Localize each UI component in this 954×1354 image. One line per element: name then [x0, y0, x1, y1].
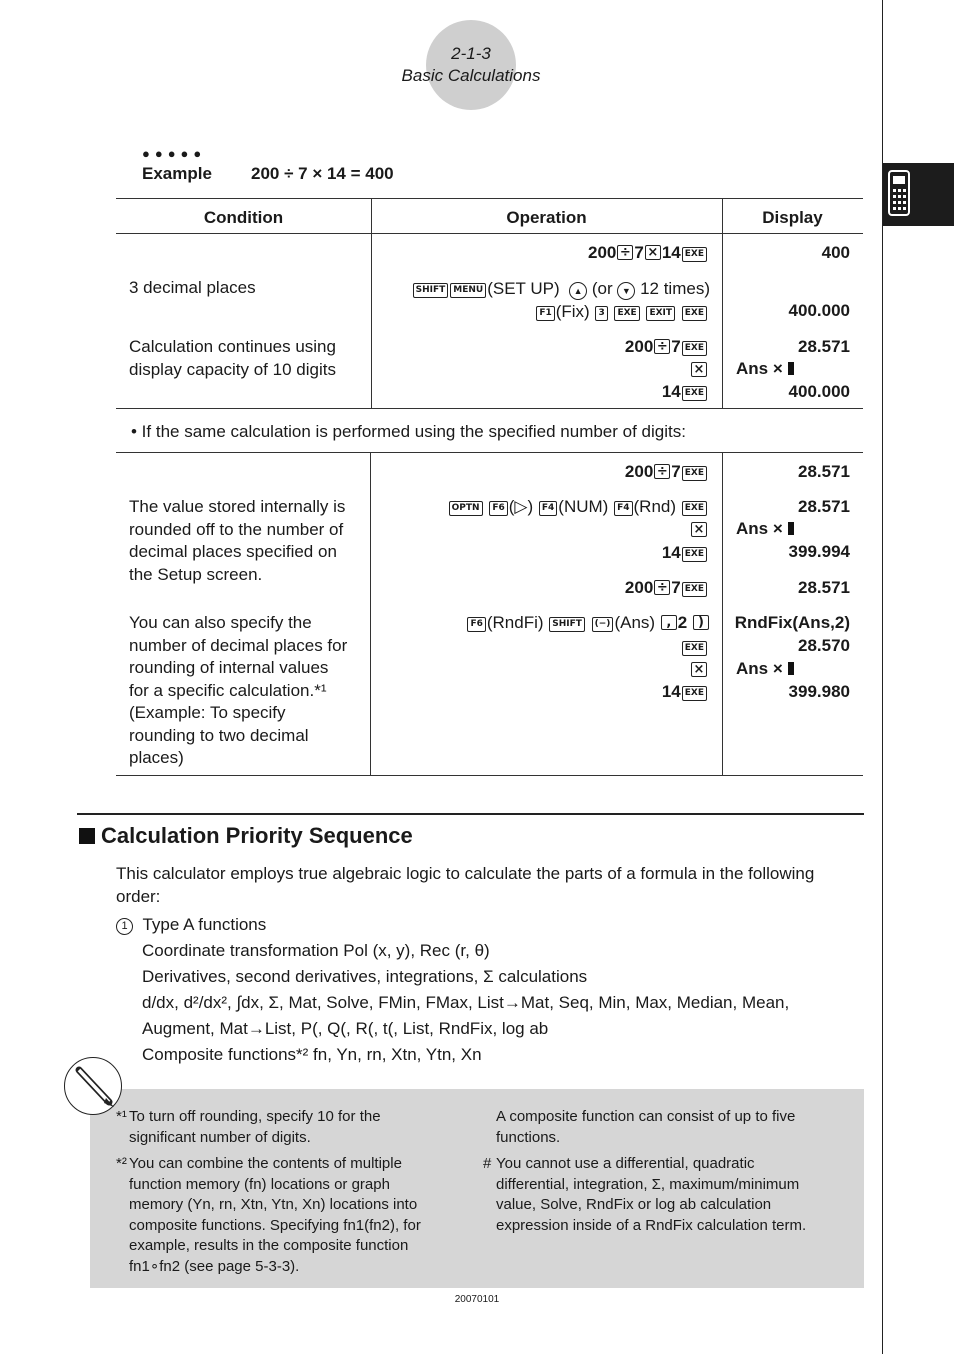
table2-col-divider — [722, 452, 723, 775]
operation-line: 200 ÷ 7 EXE — [380, 461, 708, 484]
divide-key: ÷ — [617, 245, 633, 260]
divide-key: ÷ — [654, 464, 670, 479]
display-value: 399.994 — [788, 542, 850, 561]
exe-key: EXE — [682, 582, 707, 597]
multiply-key: × — [691, 362, 707, 377]
display-value: Ans × — [736, 658, 856, 681]
exe-key: EXE — [682, 547, 707, 562]
menu-key: MENU — [450, 283, 486, 298]
operation-line: 14 EXE — [380, 542, 708, 565]
table2-col-divider — [370, 452, 371, 775]
section-rule — [77, 813, 864, 815]
operation-line: 200 ÷ 7 EXE — [380, 336, 708, 359]
table1-bottom-rule — [116, 408, 863, 409]
section-intro: This calculator employs true algebraic logic to calculate the parts of a formula in the following order: — [116, 864, 815, 906]
table2-bottom-rule — [116, 775, 863, 776]
display-value: 28.571 — [798, 497, 850, 516]
header-circle — [426, 20, 516, 110]
display-value: 28.571 — [798, 578, 850, 597]
operation-line — [380, 359, 708, 382]
shift-key: SHIFT — [413, 283, 449, 298]
note-line: • If the same calculation is performed using the specified number of digits: — [131, 422, 686, 441]
square-bullet-icon — [79, 828, 95, 844]
exit-key: EXIT — [646, 306, 675, 321]
operation-line: 200 ÷ 7 EXE — [380, 577, 708, 600]
priority-line: d/dx, d²/dx², ∫dx, Σ, Mat, Solve, FMin, FMax, List→Mat, Seq, Min, Max, Median, Mean, — [142, 993, 790, 1012]
f6-key: F6 — [467, 617, 485, 632]
table1-col-divider — [722, 198, 723, 408]
example-dots: ●●●●● — [142, 146, 207, 161]
display-value: 400 — [821, 243, 850, 262]
footnote-1: To turn off rounding, specify 10 for the significant number of digits. — [129, 1108, 381, 1146]
f4-key: F4 — [614, 501, 632, 516]
section-title: Calculation Priority Sequence — [79, 823, 413, 849]
exe-key: EXE — [614, 306, 639, 321]
operation-line: 14 EXE — [380, 381, 708, 404]
header-display: Display — [762, 208, 823, 227]
display-value: 399.980 — [788, 682, 850, 701]
priority-line: Augment, Mat→List, P(, Q(, R(, t(, List, RndFix, log ab — [142, 1019, 549, 1038]
table2-top-rule — [116, 452, 863, 453]
priority-line: Coordinate transformation Pol (x, y), Rec (r, θ) — [142, 941, 490, 960]
condition-text: 3 decimal places — [129, 278, 256, 297]
multiply-key: × — [645, 245, 661, 260]
display-value: Ans × — [736, 358, 856, 381]
multiply-key: × — [691, 662, 707, 677]
display-value: Ans × — [736, 518, 856, 541]
f6-key: F6 — [489, 501, 507, 516]
operation-line — [380, 636, 708, 659]
operation-line: SHIFT MENU (SET UP) ▲ (or ▼ 12 times) — [380, 278, 710, 301]
negative-key: (−) — [592, 617, 614, 632]
exe-key: EXE — [682, 306, 707, 321]
divide-key: ÷ — [654, 580, 670, 595]
footnote-right-2-mark: # — [483, 1155, 492, 1172]
table1-col-divider — [371, 198, 372, 408]
f4-key: F4 — [539, 501, 557, 516]
operation-line: F6 (RndFi) SHIFT (−) (Ans) , 2 ) — [380, 612, 710, 635]
operation-line — [380, 659, 708, 682]
operation-line: OPTN F6 (▷) F4 (NUM) F4 (Rnd) EXE — [380, 496, 708, 519]
footnote-right-2: You cannot use a differential, quadratic differential, integration, Σ, maximum/minimum value, Solve, RndFix or log ab calculation expression inside of a RndFix calculation term. — [496, 1155, 807, 1234]
condition-text: Calculation continues using display capacity of 10 digits — [129, 337, 336, 379]
operation-line: F1 (Fix) 3 EXE EXIT EXE — [380, 301, 708, 324]
display-value: 28.571 — [798, 462, 850, 481]
exe-key: EXE — [682, 641, 707, 656]
example-expression: 200 ÷ 7 × 14 = 400 — [251, 164, 394, 183]
exe-key: EXE — [682, 466, 707, 481]
cursor-icon — [788, 522, 794, 535]
footnote-2-mark: *² — [116, 1155, 127, 1172]
table1-top-rule — [116, 198, 863, 199]
example-label: Example — [142, 164, 212, 183]
exe-key: EXE — [682, 386, 707, 401]
header-operation: Operation — [506, 208, 587, 227]
display-value: 28.571 — [798, 337, 850, 356]
close-paren-key: ) — [693, 615, 709, 630]
condition-text: You can also specify the number of decimal places for rounding of internal values for a specific calculation.*¹ (Example: To specify rounding to two decimal places) — [129, 613, 348, 767]
chapter-tab — [883, 163, 954, 226]
page-title: Basic Calculations — [401, 66, 541, 85]
footnote-1-mark: *¹ — [116, 1108, 127, 1125]
exe-key: EXE — [682, 341, 707, 356]
exe-key: EXE — [682, 247, 707, 262]
operation-line: 14 EXE — [380, 681, 708, 704]
optn-key: OPTN — [449, 501, 483, 516]
pencil-icon — [64, 1057, 122, 1115]
comma-key: , — [661, 615, 677, 630]
multiply-key: × — [691, 522, 707, 537]
display-value: RndFix(Ans,2) — [734, 613, 850, 632]
divide-key: ÷ — [654, 339, 670, 354]
up-arrow-icon: ▲ — [569, 282, 587, 300]
priority-line: Derivatives, second derivatives, integrations, Σ calculations — [142, 967, 588, 986]
cursor-icon — [788, 662, 794, 675]
down-arrow-icon: ▼ — [617, 282, 635, 300]
footnote-2: You can combine the contents of multiple function memory (fn) locations or graph memory (Yn, rn, Xtn, Ytn, Xn) locations into composite functions. Specifying fn1(fn2), for example, results in the composite function fn1∘fn2 (see page 5-3-3). — [129, 1155, 421, 1275]
f1-key: F1 — [536, 306, 554, 321]
shift-key: SHIFT — [549, 617, 585, 632]
display-value: 400.000 — [788, 301, 850, 320]
table1-header-rule — [116, 233, 863, 234]
header-condition: Condition — [203, 208, 284, 227]
condition-text: The value stored internally is rounded off to the number of decimal places specified on the Setup screen. — [129, 497, 346, 584]
operation-line: 200 ÷ 7 × 14 EXE — [380, 242, 708, 265]
exe-key: EXE — [682, 501, 707, 516]
cursor-icon — [788, 362, 794, 375]
calculator-icon — [888, 170, 910, 216]
operation-line — [380, 519, 708, 542]
priority-item: 1 Type A functions — [116, 913, 266, 936]
priority-line: Composite functions*² fn, Yn, rn, Xtn, Ytn, Xn — [142, 1045, 482, 1064]
display-value: 400.000 — [788, 382, 850, 401]
exe-key: EXE — [682, 686, 707, 701]
footnote-right-1: A composite function can consist of up to five functions. — [496, 1108, 796, 1146]
page-number: 2-1-3 — [451, 44, 491, 63]
circled-number-icon: 1 — [116, 918, 133, 935]
three-key: 3 — [595, 306, 607, 321]
footer-code: 20070101 — [454, 1294, 500, 1305]
display-value: 28.570 — [798, 636, 850, 655]
